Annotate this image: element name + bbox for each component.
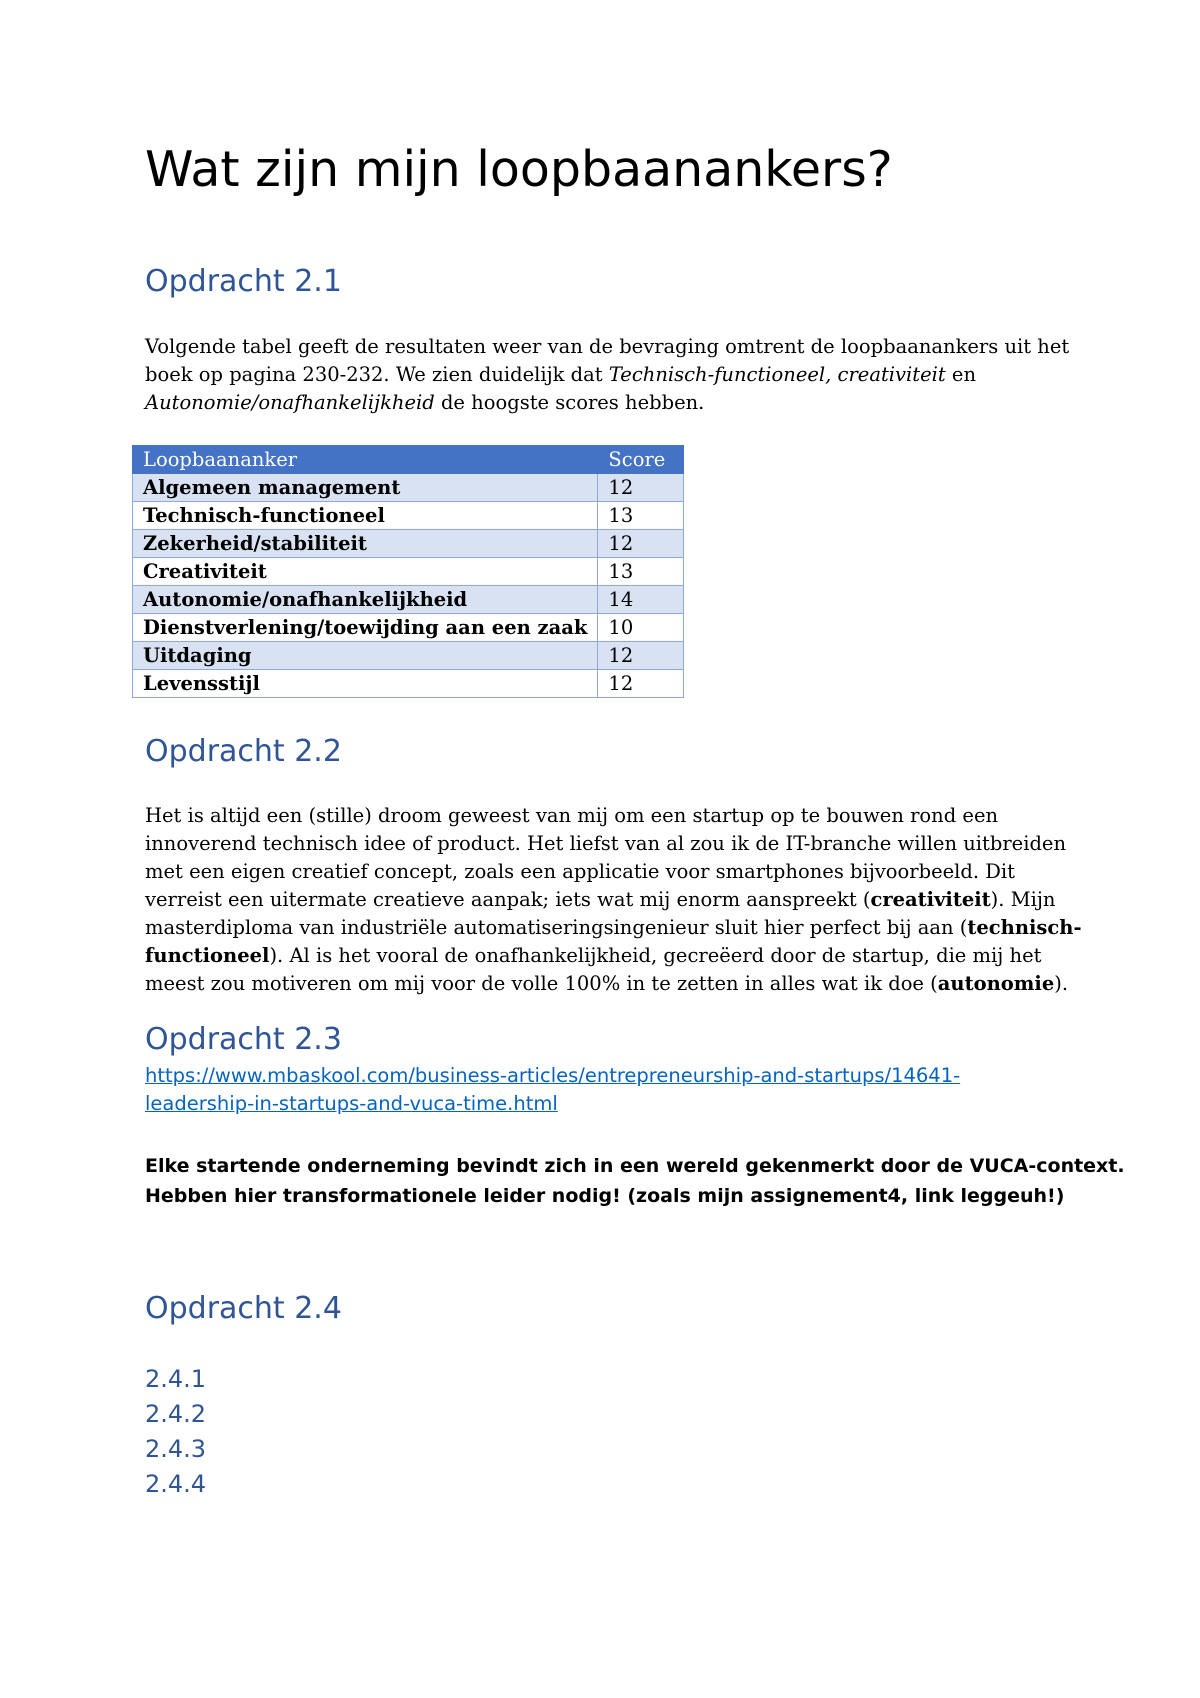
table-row [133,642,684,670]
emphasis-technical: technisch- [967,916,1082,939]
column-header-score: Score [598,446,684,474]
list-item: 2.4.2 [145,1400,207,1428]
emphasis-autonomy: autonomie [937,972,1055,995]
intro-line-1: Volgende tabel geeft de resultaten weer van de bevraging omtrent de loopbaanankers uit het [145,335,1070,358]
heading-opdracht-2-3: Opdracht 2.3 [145,1022,342,1057]
paragraph-text: ). Mijn [990,888,1056,911]
vuca-line-2: Hebben hier transformationele leider nodig! (zoals mijn assignement4, link leggeuh!) [145,1185,1065,1207]
vuca-paragraph [145,1151,1125,1211]
intro-line-2 [145,361,1065,389]
table-row [133,670,684,698]
anchor-score: 10 [598,614,684,642]
career-anchor-table [132,445,684,698]
anchor-score: 12 [598,642,684,670]
heading-opdracht-2-4: Opdracht 2.4 [145,1291,342,1326]
intro-line-3-end: de hoogste scores hebben. [434,391,705,414]
anchor-name: Algemeen management [133,474,598,502]
paragraph-line [145,942,1065,970]
anchor-name: Autonomie/onafhankelijkheid [133,586,598,614]
link-line-1[interactable]: https://www.mbaskool.com/business-articles/entrepreneurship-and-startups/14641- [145,1064,961,1087]
anchor-score: 12 [598,530,684,558]
table-row [133,614,684,642]
intro-line-2-end: en [945,363,977,386]
subheading-list [145,1362,206,1502]
motivation-paragraph [145,802,1082,998]
list-item: 2.4.3 [145,1435,207,1463]
heading-opdracht-2-2: Opdracht 2.2 [145,734,342,769]
table-row [133,558,684,586]
vuca-line-1: Elke startende onderneming bevindt zich in een wereld gekenmerkt door de VUCA-context. [145,1155,1125,1177]
paragraph-text: ). Al is het vooral de onafhankelijkheid, gecreëerd door de startup, die mij het [269,944,1042,967]
anchor-score: 12 [598,474,684,502]
intro-line-3 [145,389,1065,417]
anchor-name: Creativiteit [133,558,598,586]
paragraph-line: met een eigen creatief concept, zoals een applicatie voor smartphones bijvoorbeeld. Dit [145,860,1015,883]
table-header-row [133,446,684,474]
emphasis-functional: functioneel [145,944,270,967]
heading-opdracht-2-1: Opdracht 2.1 [145,264,342,299]
paragraph-text: ). [1054,972,1069,995]
column-header-anchor: Loopbaananker [133,446,598,474]
anchor-score: 13 [598,558,684,586]
paragraph-text: verreist een uitermate creatieve aanpak; iets wat mij enorm aanspreekt ( [145,888,871,911]
paragraph-line [145,886,1065,914]
anchor-name: Zekerheid/stabiliteit [133,530,598,558]
link-line-2[interactable]: leadership-in-startups-and-vuca-time.html [145,1092,558,1115]
emphasis-creativity: creativiteit [870,888,991,911]
anchor-name: Dienstverlening/toewijding aan een zaak [133,614,598,642]
list-item: 2.4.4 [145,1470,207,1498]
table-row [133,502,684,530]
list-item: 2.4.1 [145,1365,207,1393]
document-title: Wat zijn mijn loopbaanankers? [145,141,893,198]
paragraph-line: Het is altijd een (stille) droom geweest van mij om een startup op te bouwen rond een [145,804,999,827]
anchor-score: 12 [598,670,684,698]
paragraph-line: innoverend technisch idee of product. Het liefst van al zou ik de IT-branche willen uitbreiden [145,832,1067,855]
anchor-score: 13 [598,502,684,530]
article-link[interactable] [145,1062,960,1118]
intro-line-2-text: boek op pagina 230-232. We zien duidelijk dat [145,363,609,386]
paragraph-line [145,914,1082,942]
paragraph-line [145,970,1069,998]
anchor-name: Uitdaging [133,642,598,670]
anchor-name: Levensstijl [133,670,598,698]
intro-emphasis-autonomy: Autonomie/onafhankelijkheid [145,391,435,414]
paragraph-text: meest zou motiveren om mij voor de volle 100% in te zetten in alles wat ik doe ( [145,972,938,995]
table-row [133,586,684,614]
intro-paragraph [145,333,1070,417]
anchor-name: Technisch-functioneel [133,502,598,530]
anchor-score: 14 [598,586,684,614]
table-row [133,530,684,558]
intro-emphasis-anchors: Technisch-functioneel, creativiteit [608,363,946,386]
table-row [133,474,684,502]
paragraph-text: masterdiploma van industriële automatiseringsingenieur sluit hier perfect bij aan ( [145,916,968,939]
